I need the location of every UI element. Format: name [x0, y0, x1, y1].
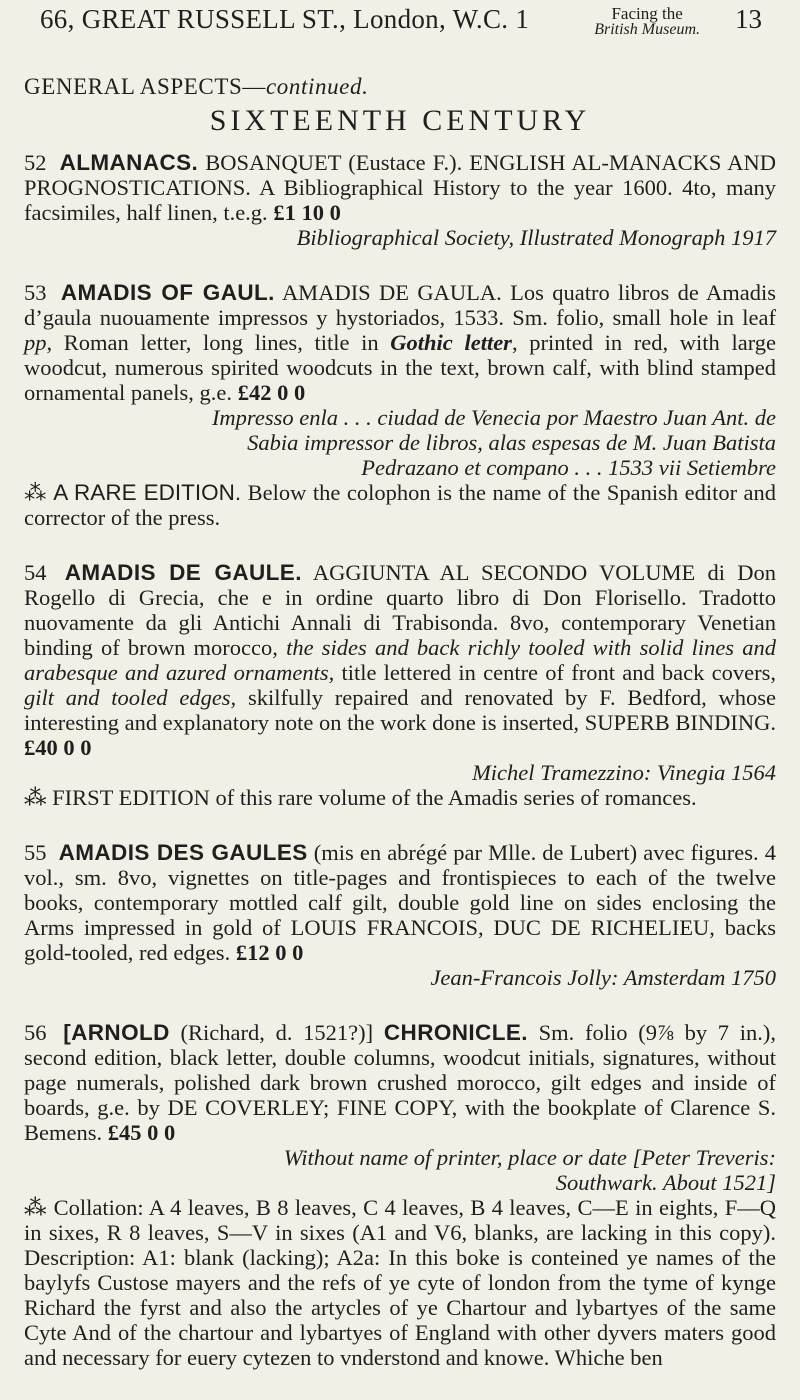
entry-body — [24, 840, 776, 965]
entry-heading: ALMANACS. — [59, 150, 199, 175]
entry-text: BOSANQUET (Eustace F.). ENGLISH AL-MANACKS AND PROGNOSTICATIONS. A Bibliographical History to the year 1600. 4to, many facsimiles, half linen, t.e.g. — [24, 150, 777, 225]
entry-imprint-line1: Impresso enla . . . ciudad de Venecia por Maestro Juan Ant. de — [211, 405, 776, 430]
entry-number: 53 — [24, 280, 47, 305]
entry-imprint-line2: Sabia impressor de libros, alas espesas de M. Juan Batista — [247, 430, 776, 455]
entry-text: , printed in red, with large woodcut, numerous spirited woodcuts in the text, brown calf, with blind stamped ornamental panels, g.e. — [24, 330, 777, 405]
entry-note: ⁂ Collation: A 4 leaves, B 8 leaves, C 4 leaves, B 4 leaves, C—E in eights, F—Q in sixes, R 8 leaves, S—V in sixes (A1 and V6, blanks, are lacking in this copy). Description: A1: blank (lacking); A2a: In this boke is conteined ye names of the baylyfs Custose mayers and the refs of ye cyte of london from the tyme of kynge Richard the fyrst and also the artycles of ye Chartour and lybartyes of the same Cyte And of the chartour and lybartyes of England with other dyvers maters good and necessary for euery cytezen to vnderstond and knowe. Whiche ben — [24, 1195, 776, 1370]
entry-number: 55 — [24, 840, 47, 865]
entry-imprint: Michel Tramezzino: Vinegia 1564 — [472, 760, 776, 785]
entry-text: Sm. folio (9⅞ by 7 in.), second edition, black letter, double columns, woodcut initials, signatures, without page numerals, polished dark brown crushed morocco, gilt edges and inside of boards, g.e. by DE COVERLEY; FINE COPY, with the bookplate of Clarence S. Bemens. — [24, 1020, 777, 1145]
section-title — [24, 74, 368, 100]
entry-number: 54 — [24, 560, 47, 585]
entry-price: £12 0 0 — [235, 940, 304, 965]
entry-heading: AMADIS DES GAULES — [58, 840, 308, 865]
entry-52 — [24, 150, 776, 250]
section-title-cont: continued. — [265, 74, 369, 99]
entry-heading: AMADIS OF GAUL. — [60, 280, 275, 305]
entry-text-italic: the sides and back richly tooled with solid lines and arabesque and azured ornaments, — [24, 635, 777, 685]
entry-body — [24, 280, 776, 405]
page-header — [40, 4, 762, 48]
entry-imprint: Bibliographical Society, Illustrated Monograph 1917 — [296, 225, 776, 250]
entry-number: 52 — [24, 150, 47, 175]
entry-imprint-line2: Southwark. About 1521] — [555, 1170, 776, 1195]
entry-text-leaf: pp — [24, 330, 47, 355]
entry-text: , Roman letter, long lines, title in — [46, 330, 379, 355]
entry-text: AGGIUNTA AL SECONDO VOLUME di Don Rogello di Grecia, che e in ordine quarto libro di Don Florisello. Tradotto nuovamente da gli Antichi Annali di Trabisonda. 8vo, contemporary Venetian binding of brown morocco, — [24, 560, 776, 660]
entry-note-text: Below the colophon is the name of the Spanish editor and corrector of the press. — [24, 480, 777, 530]
page-number: 13 — [735, 4, 762, 34]
header-facing-line2: British Museum. — [594, 21, 700, 38]
entry-heading-secondary: CHRONICLE. — [383, 1020, 528, 1045]
entry-body — [24, 1020, 776, 1145]
entry-number: 56 — [24, 1020, 47, 1045]
entry-54 — [24, 560, 776, 810]
entry-list — [24, 150, 776, 1400]
entry-price: £45 0 0 — [107, 1120, 176, 1145]
entry-price: £1 10 0 — [273, 200, 341, 225]
entry-note: ⁂ FIRST EDITION of this rare volume of the Amadis series of romances. — [24, 785, 697, 810]
header-facing-note — [594, 6, 700, 38]
entry-note-lead: ⁂ A RARE EDITION. — [24, 480, 242, 505]
entry-imprint-line1: Without name of printer, place or date [Peter Treveris: — [283, 1145, 776, 1170]
header-facing-line1: Facing the — [611, 4, 683, 23]
entry-heading: AMADIS DE GAULE. — [64, 560, 302, 585]
entry-imprint: Jean-Francois Jolly: Amsterdam 1750 — [430, 965, 776, 990]
header-address: 66, GREAT RUSSELL ST., London, W.C. 1 — [40, 4, 530, 34]
entry-body — [24, 560, 776, 760]
entry-55 — [24, 840, 776, 990]
entry-heading: [ARNOLD — [63, 1020, 170, 1045]
entry-text-gothic: Gothic letter — [390, 330, 512, 355]
entry-text: title lettered in centre of front and back covers, — [341, 660, 776, 685]
entry-price: £40 0 0 — [24, 735, 92, 760]
entry-text: (mis en abrégé par Mlle. de Lubert) avec figures. 4 vol., sm. 8vo, vignettes on title-pages and frontispieces to each of the twelve books, contemporary mottled calf gilt, double gold line on sides enclosing the Arms impressed in gold of LOUIS FRANCOIS, DUC DE RICHELIEU, backs gold-tooled, red edges. — [24, 840, 776, 965]
entry-text-italic: gilt and tooled edges, — [24, 685, 237, 710]
entry-note — [24, 480, 776, 530]
entry-text: skilfully repaired and renovated by F. Bedford, whose interesting and explanatory note on the work done is inserted, SUPERB BINDING. — [24, 685, 776, 735]
entry-body — [24, 150, 776, 225]
entry-53 — [24, 280, 776, 530]
entry-text: AMADIS DE GAULA. Los quatro libros de Amadis d’gaula nuouamente impressos y hystoriados, 1533. Sm. folio, small hole in leaf — [24, 280, 776, 330]
century-heading: SIXTEENTH CENTURY — [209, 104, 591, 137]
section-title-main: GENERAL ASPECTS— — [24, 74, 266, 99]
entry-56 — [24, 1020, 776, 1370]
entry-price: £42 0 0 — [237, 380, 306, 405]
entry-text: (Richard, d. 1521?)] — [180, 1020, 374, 1045]
entry-imprint-line3: Pedrazano et compano . . . 1533 vii Setiembre — [361, 455, 776, 480]
